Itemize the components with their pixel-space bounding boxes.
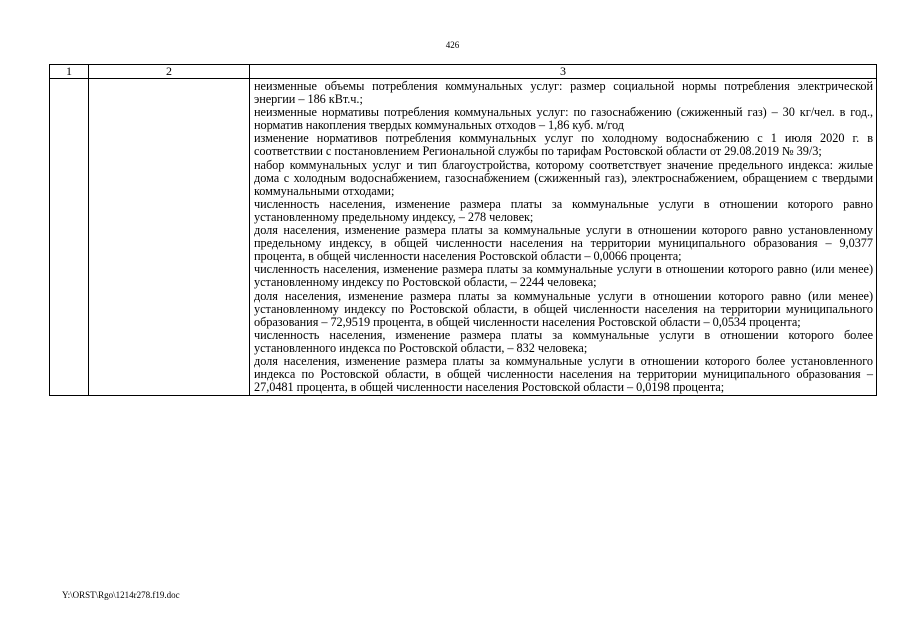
table-cell-column-3 [250,79,877,396]
paragraph-population-equal-or-less: численность населения, изменение размера платы за коммунальные услуги в отношении которого равно (или менее) установленному индексу по Ростовской области, – 2244 человека; [254,262,873,290]
table-cell-column-1 [50,79,89,396]
paragraph-population-above: численность населения, изменение размера платы за коммунальные услуги в отношении которого более установленного индекса по Ростовской области, – 832 человека; [254,327,873,355]
table-header-row [50,65,877,79]
paragraph-norm-changes: изменение нормативов потребления коммунальных услуг по холодному водоснабжению с 1 июля 2020 г. в соответствии с постановлением Региональной службы по тарифам Ростовской области от 29.08.2019 № 39/3; [254,131,873,159]
column-header-2: 2 [89,65,250,79]
paragraph-share-equal-limit: доля населения, изменение размера платы за коммунальные услуги в отношении которого равно установленному предельному индексу, в общей численности населения на территории муниципального образования – 9,0377 процента, в общей численности населения Ростовской области – 0,0066 процента; [254,223,873,264]
cell-text-block [250,79,876,395]
column-header-3: 3 [250,65,877,79]
document-table [49,64,877,396]
paragraph-share-above: доля населения, изменение размера платы за коммунальные услуги в отношении которого более установленного индекса по Ростовской области, в общей численности населения на территории муниципального образования – 27,0481 процента, в общей численности населения Ростовской области – 0,0198 процента; [254,353,873,395]
paragraph-consumption-norms: неизменные нормативы потребления коммунальных услуг: по газоснабжению (сжиженный газ) – 30 кг/чел. в год., норматив накопления твердых коммунальных отходов – 1,86 куб. м/год [254,105,873,133]
paragraph-share-equal-or-less: доля населения, изменение размера платы за коммунальные услуги в отношении которого равно (или менее) установленному индексу по Ростовской области, в общей численности населения на территории муниципального образования – 72,9519 процента, в общей численности населения Ростовской области – 0,0534 процента; [254,288,873,329]
paragraph-consumption-volumes: неизменные объемы потребления коммунальных услуг: размер социальной нормы потребления электрической энергии – 186 кВт.ч.; [254,79,873,107]
column-header-1: 1 [50,65,89,79]
paragraph-population-equal-limit: численность населения, изменение размера платы за коммунальные услуги в отношении которого равно установленному предельному индексу, – 278 человек; [254,196,873,224]
paragraph-service-set: набор коммунальных услуг и тип благоустройства, которому соответствует значение предельного индекса: жилые дома с холодным водоснабжением, газоснабжением (сжиженный газ), электроснабжением, обращением с твердыми коммунальными отходами; [254,157,873,198]
page-number: 426 [445,40,460,50]
footer-file-path: Y:\ORST\Rgo\1214r278.f19.doc [62,590,180,600]
table-cell-column-2 [89,79,250,396]
table-row [50,79,877,396]
